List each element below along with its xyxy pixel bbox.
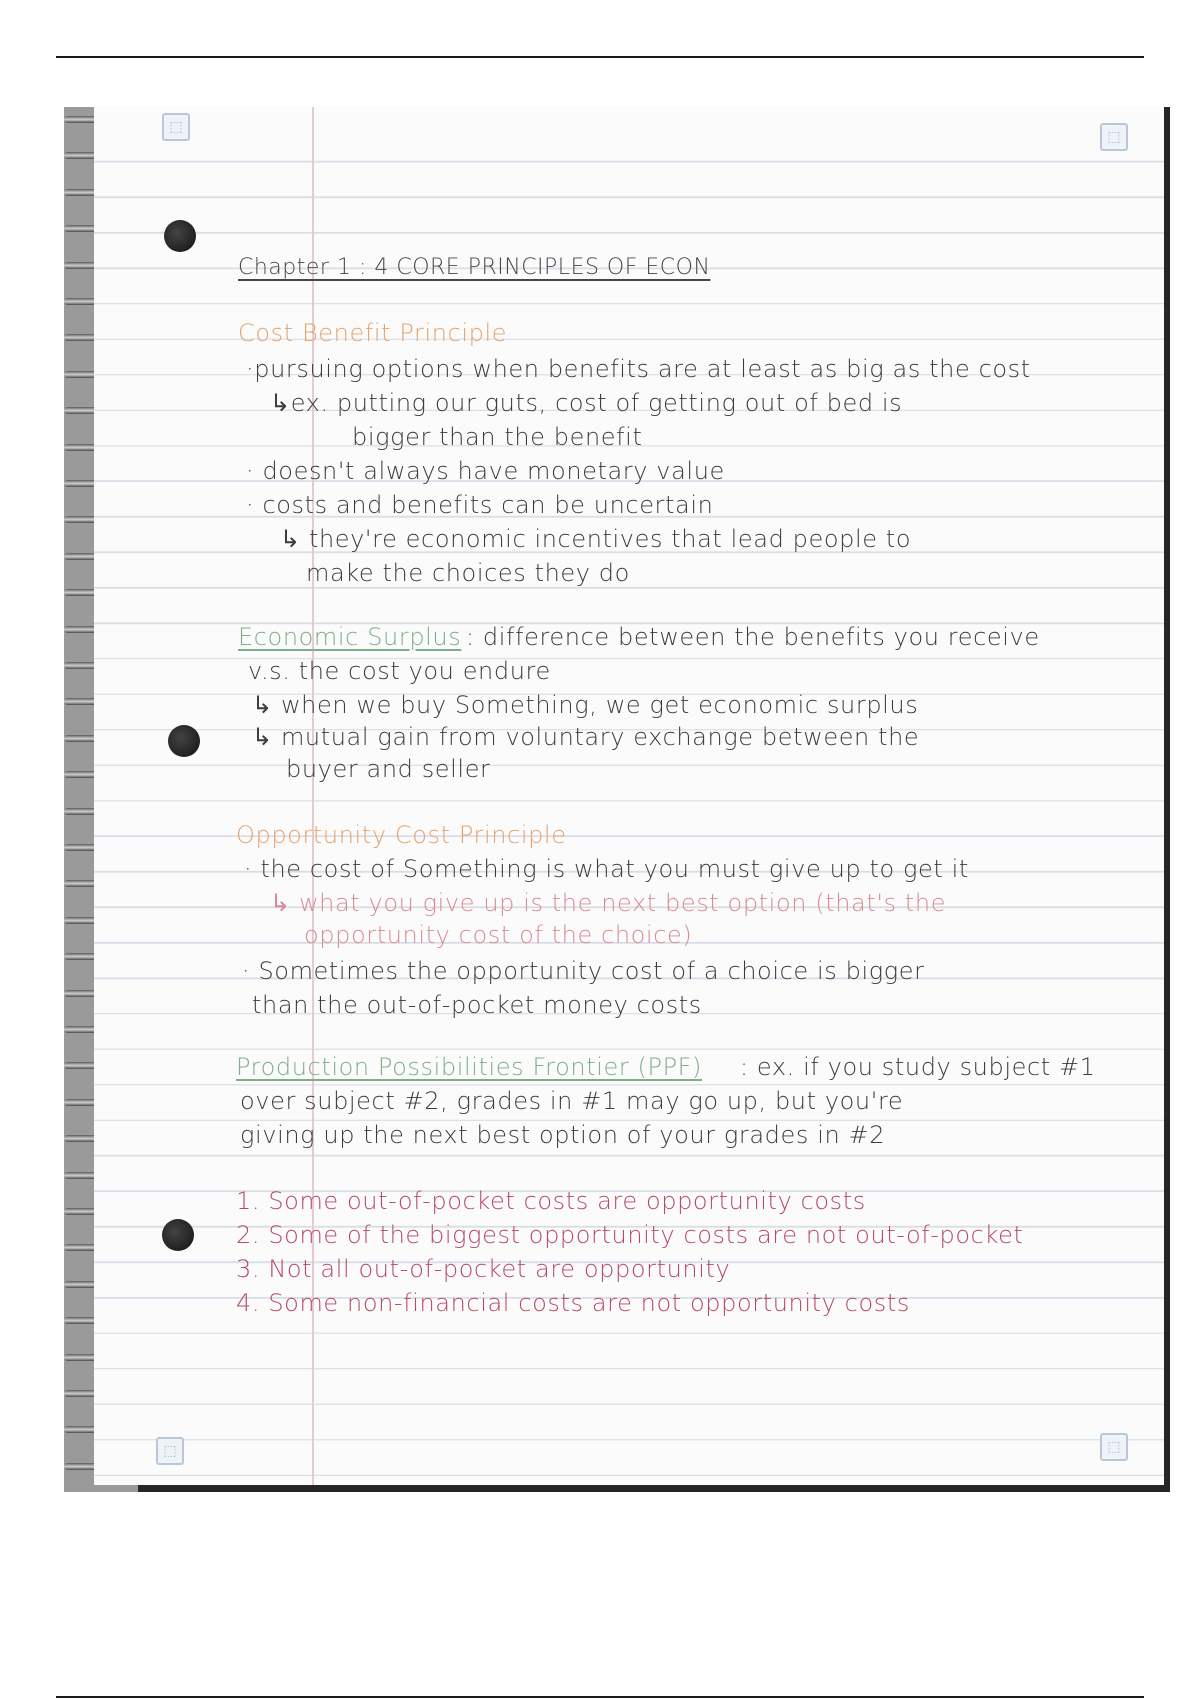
section-heading-opportunity-cost: Opportunity Cost Principle [236, 821, 567, 849]
corner-logo-icon: ⬚ [1100, 1433, 1128, 1461]
punch-hole [168, 725, 200, 757]
note-line: : difference between the benefits you receive [466, 623, 1040, 651]
note-line: · costs and benefits can be uncertain [246, 491, 714, 519]
note-line: ↳ mutual gain from voluntary exchange between the [252, 723, 920, 751]
note-line: over subject #2, grades in #1 may go up, but you're [240, 1087, 904, 1115]
note-line: ↳ex. putting our guts, cost of getting out of bed is [270, 389, 903, 417]
note-line: giving up the next best option of your grades in #2 [240, 1121, 886, 1149]
corner-logo-icon: ⬚ [1100, 123, 1128, 151]
notebook-page [94, 107, 1164, 1485]
notebook-scan [64, 107, 1170, 1492]
note-line: buyer and seller [286, 755, 491, 783]
note-line: v.s. the cost you endure [248, 657, 551, 685]
note-line: · Sometimes the opportunity cost of a choice is bigger [242, 957, 925, 985]
note-line: ↳ when we buy Something, we get economic surplus [252, 691, 919, 719]
numbered-item: 4. Some non-financial costs are not opportunity costs [236, 1289, 910, 1317]
section-heading-ppf: Production Possibilities Frontier (PPF) [236, 1053, 703, 1081]
corner-logo-icon: ⬚ [162, 113, 190, 141]
note-line: ·pursuing options when benefits are at least as big as the cost [246, 355, 1031, 383]
top-divider [56, 56, 1144, 58]
note-line: · doesn't always have monetary value [246, 457, 725, 485]
corner-logo-icon: ⬚ [156, 1437, 184, 1465]
punch-hole [162, 1219, 194, 1251]
numbered-item: 3. Not all out-of-pocket are opportunity [236, 1255, 731, 1283]
numbered-item: 2. Some of the biggest opportunity costs are not out-of-pocket [236, 1221, 1024, 1249]
bottom-divider [56, 1696, 1144, 1698]
note-line: ↳ they're economic incentives that lead people to [280, 525, 912, 553]
numbered-item: 1. Some out-of-pocket costs are opportunity costs [236, 1187, 866, 1215]
note-line: · the cost of Something is what you must give up to get it [244, 855, 969, 883]
note-line: bigger than the benefit [352, 423, 643, 451]
note-line: ↳ what you give up is the next best option (that's the [270, 889, 947, 917]
note-line: make the choices they do [306, 559, 630, 587]
section-heading-cost-benefit: Cost Benefit Principle [238, 319, 508, 347]
note-line: opportunity cost of the choice) [304, 921, 693, 949]
note-line: than the out-of-pocket money costs [252, 991, 702, 1019]
page-title: Chapter 1 : 4 CORE PRINCIPLES OF ECON [238, 255, 711, 280]
punch-hole [164, 220, 196, 252]
section-heading-economic-surplus: Economic Surplus [238, 623, 462, 651]
note-line: : ex. if you study subject #1 [740, 1053, 1096, 1081]
